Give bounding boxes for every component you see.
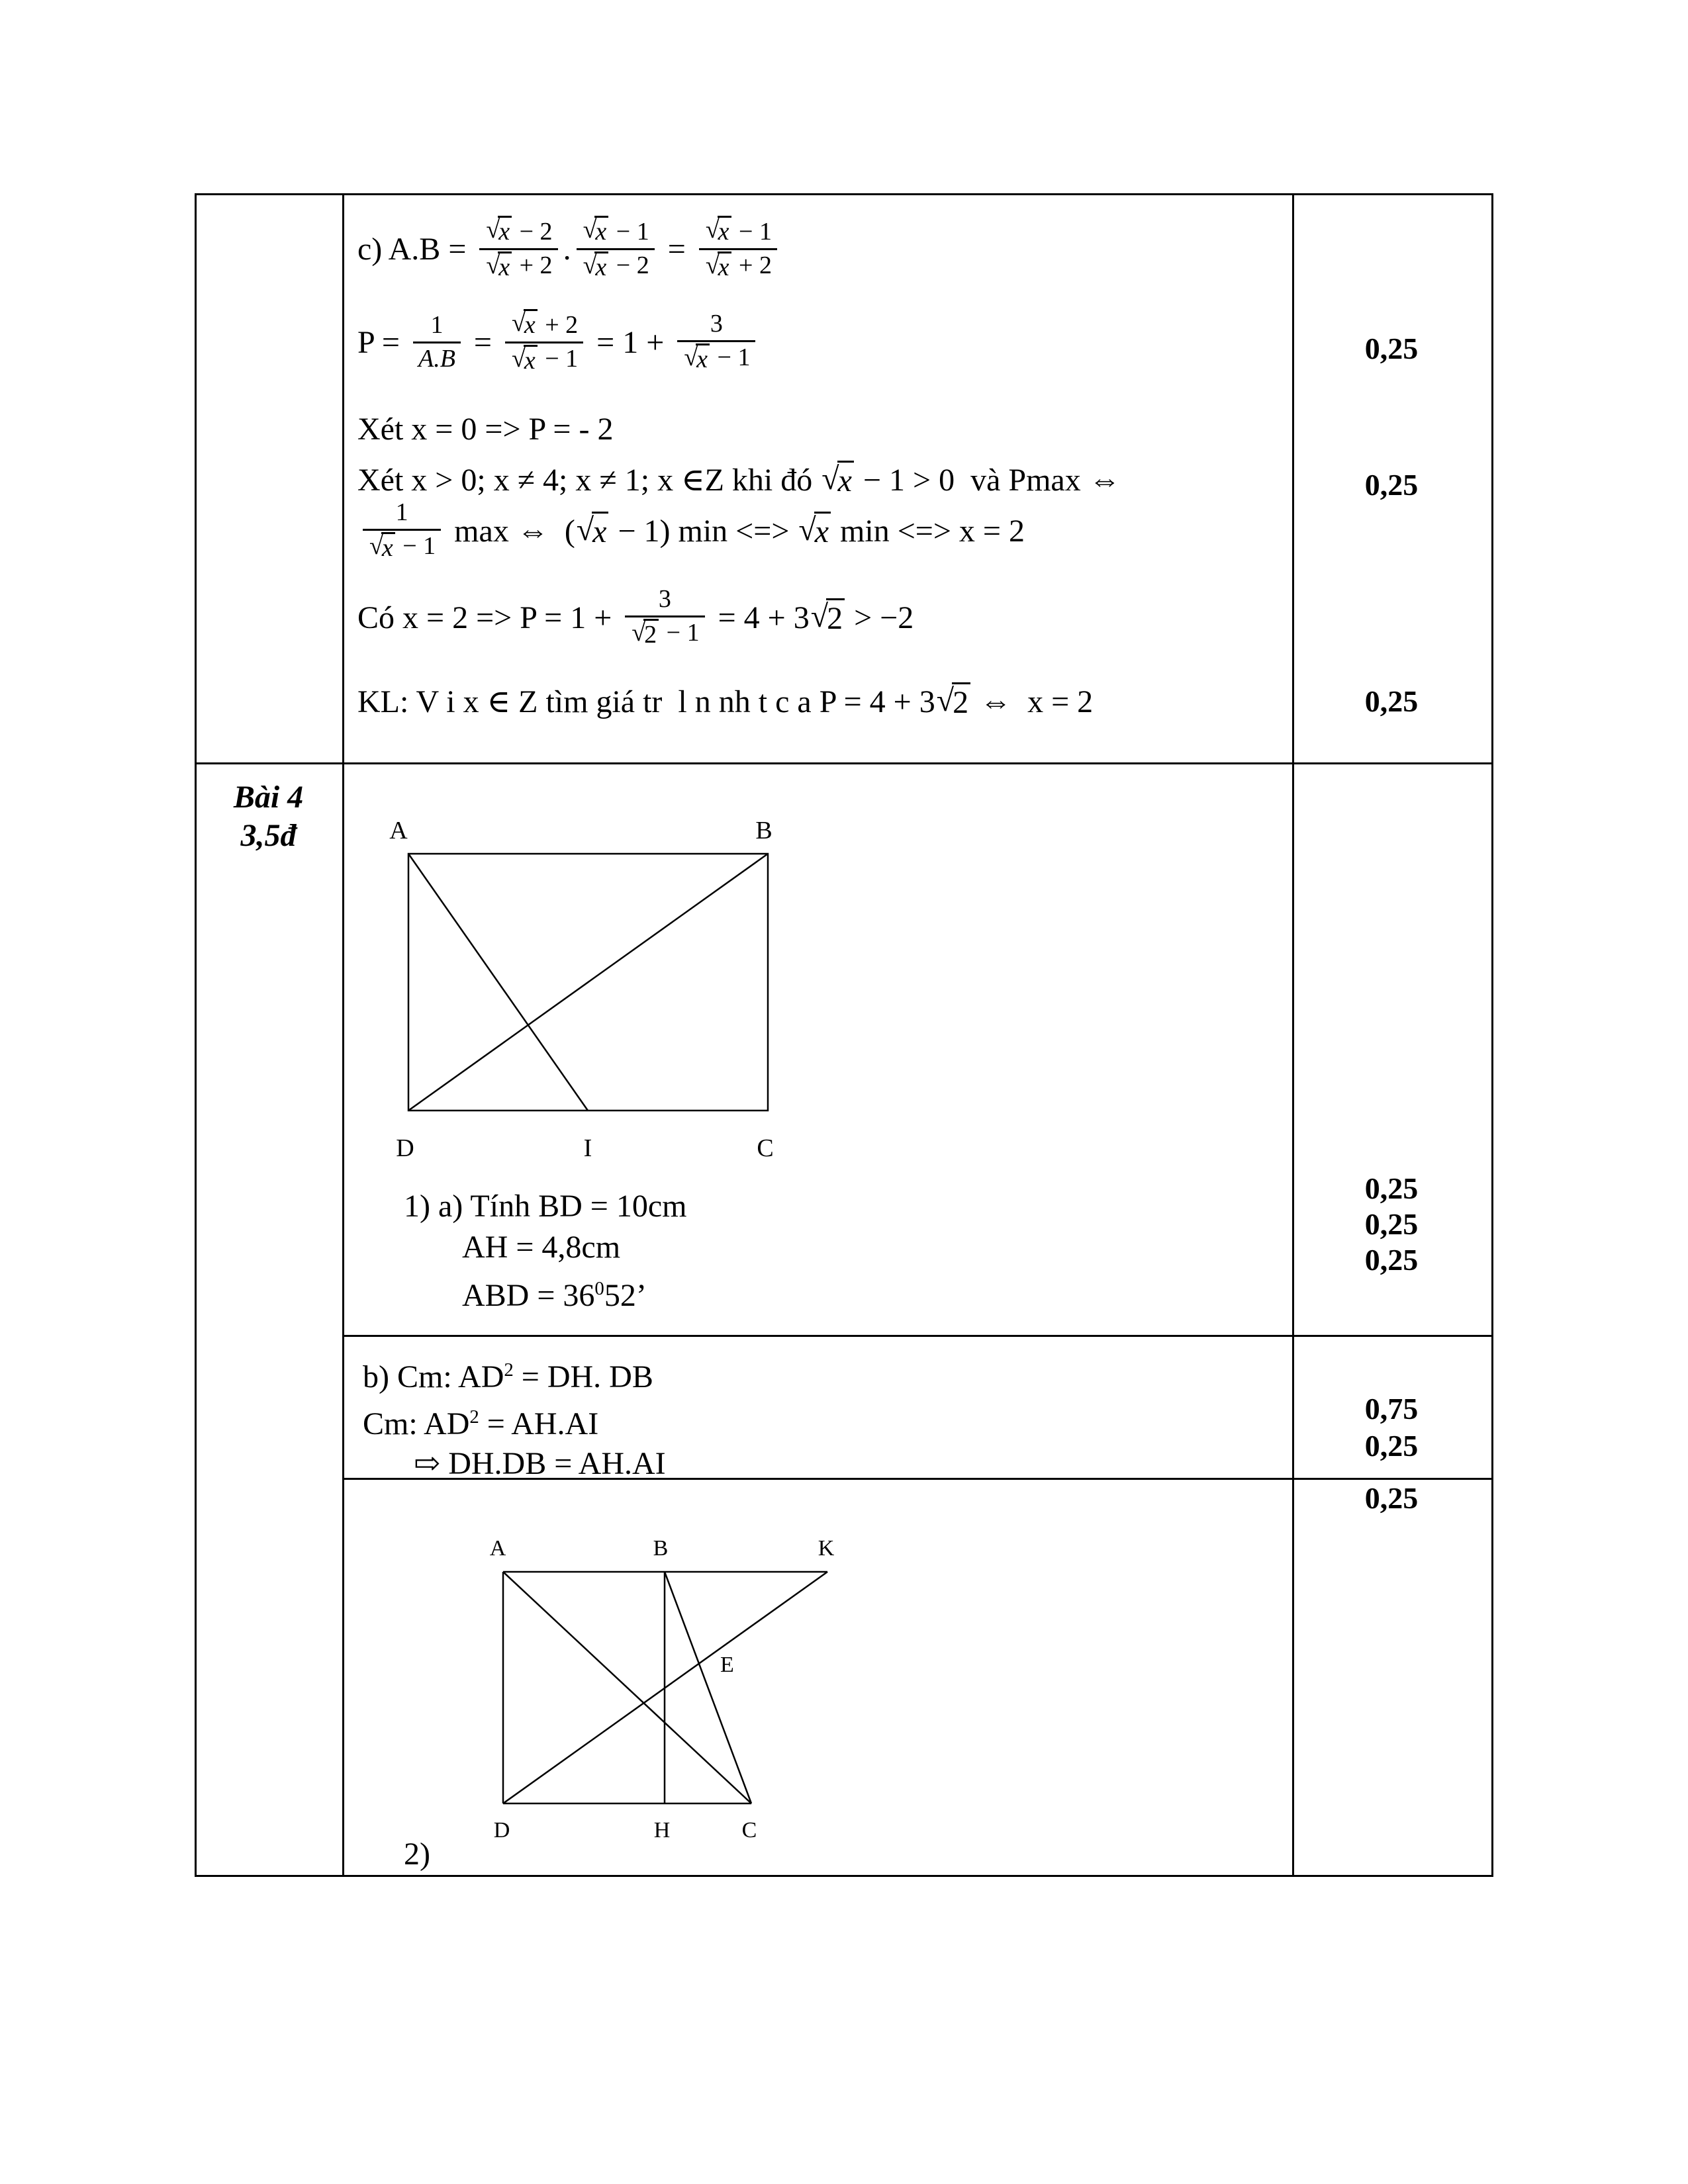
table-border-top [195, 193, 1493, 195]
table-border-bottom [195, 1875, 1493, 1877]
figure2-segments [503, 1572, 827, 1803]
score-badge: 0,75 [1364, 1392, 1419, 1426]
partb-answers [363, 1350, 666, 1484]
figure1-label-B: B [755, 817, 773, 844]
figure2-label-C: C [741, 1818, 757, 1843]
math-line-c: c) A.B = √ x − 2 √ x + 2 . √ x − 1 √ x − 2 = √ x − 1 √ x + 2 [357, 212, 1297, 286]
figure2-rectangle-abhd-with-k-c-e [463, 1516, 887, 1846]
col-divider-1 [342, 193, 344, 1877]
math-line-kl: KL: V i x ∈ Z tìm giá tr l n nh t c a P = 4 + 3 √ 2 ⇔ x = 2 [357, 683, 1094, 720]
table-border-left [195, 193, 197, 1877]
problem-number: Bài 4 [233, 780, 304, 815]
score-badge-group [1292, 1171, 1491, 1278]
score-badge: 0,25 [1364, 1481, 1419, 1515]
row-divider-b-top [342, 1335, 1493, 1337]
score-badge: 0,25 [1364, 1429, 1419, 1463]
answer-line: 1) a) Tính BD = 10cm [404, 1189, 687, 1224]
figure2-label-B: B [653, 1536, 669, 1561]
answer-line: AH = 4,8cm [462, 1230, 621, 1265]
problem-label [195, 778, 342, 855]
part2-item-label: 2) [404, 1837, 430, 1872]
answer-key-table [195, 193, 1493, 1877]
figure1-label-A: A [389, 817, 408, 844]
table-border-right [1491, 193, 1493, 1877]
problem-score: 3,5đ [240, 818, 297, 853]
answer-line: ABD = $36^052$’ [462, 1278, 647, 1313]
answer-line: b) Cm: $AD^2$ = DH. DB [363, 1359, 653, 1394]
figure2-label-D: D [493, 1818, 510, 1843]
math-line-xet-gt: Xét x > 0; x ≠ 4; x ≠ 1; x ∈Z khi đó √ x − 1 > 0 và Pmax ⇔ [357, 461, 1121, 498]
figure2-label-A: A [489, 1536, 506, 1561]
figure1-label-I: I [583, 1134, 592, 1162]
figure2-label-K: K [818, 1536, 835, 1561]
figure2-label-E: E [720, 1653, 734, 1677]
math-line-p: P = $\frac{1}{A.B}$ = √ x + 2 √ x − 1 = 1 + 3 √ x − 1 [357, 305, 1297, 379]
answer-line: Cm: $AD^2 = AH.AI$ [363, 1406, 599, 1441]
answer-line: ⇨ DH.DB = AH.AI [414, 1446, 666, 1481]
score-badge: 0,25 [1364, 684, 1419, 718]
part1-answers [404, 1186, 686, 1316]
figure1-label-D: D [396, 1134, 414, 1162]
figure1-label-C: C [757, 1134, 774, 1162]
score-badge: 0,25 [1364, 1207, 1419, 1241]
math-line-xet0: Xét x = 0 => P = - 2 [357, 411, 614, 447]
math-line-co: Có x = 2 => P = 1 + 3 √ 2 − 1 = 4 + 3 √ 2 > −2 [357, 585, 914, 649]
figure1-rectangle-abcd [371, 791, 808, 1201]
figure2-label-H: H [653, 1818, 671, 1843]
score-badge: 0,25 [1364, 1171, 1419, 1205]
row-divider-1 [195, 762, 1493, 764]
score-badge: 0,25 [1364, 332, 1419, 365]
math-line-max: 1 √ x − 1 max ⇔ ( √ x − 1) min <=> √ x min <=> x = 2 [357, 494, 1297, 568]
figure1-segments [408, 854, 768, 1111]
score-badge: 0,25 [1364, 1243, 1419, 1277]
score-badge: 0,25 [1364, 468, 1419, 502]
